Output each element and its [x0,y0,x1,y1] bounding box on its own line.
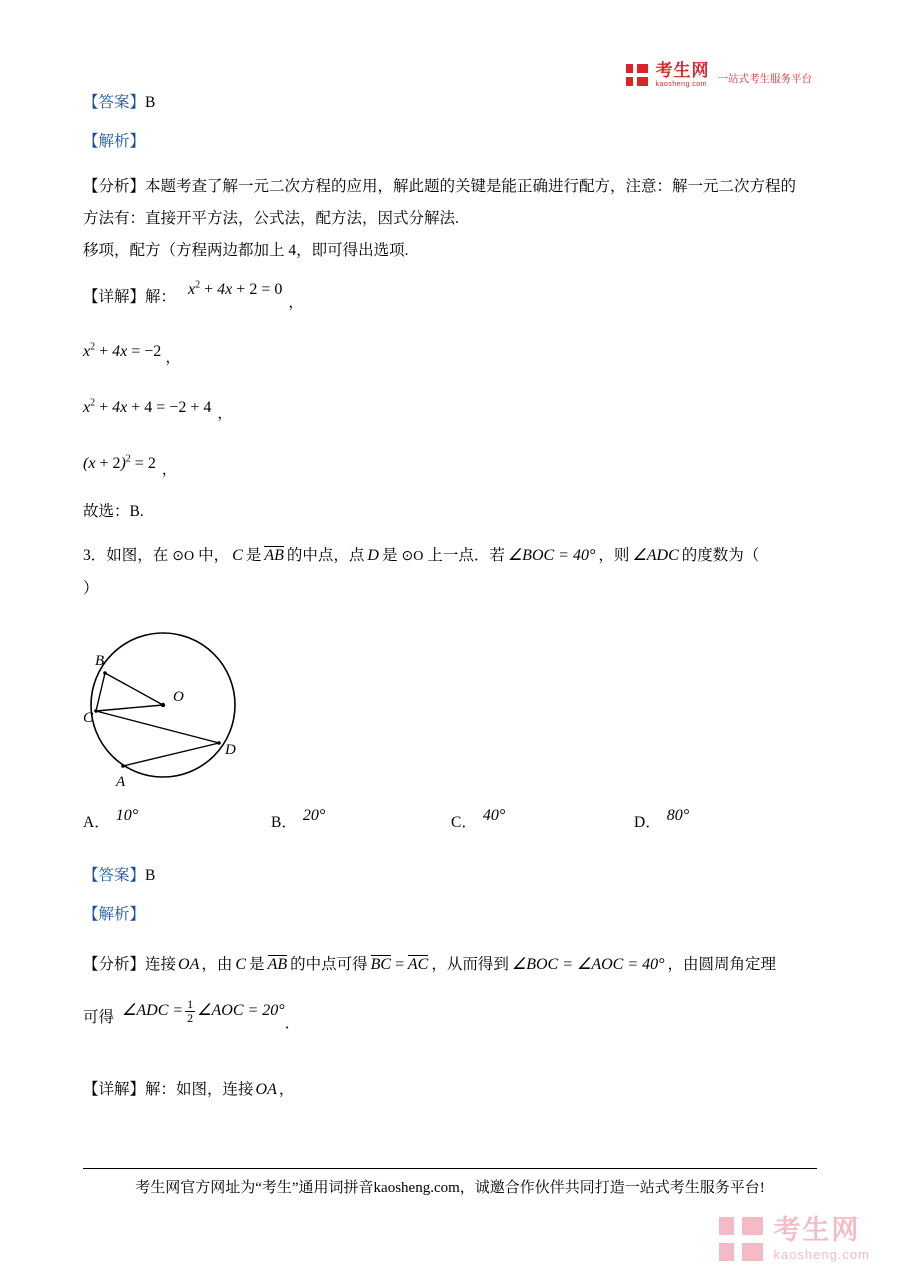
watermark-text [773,1217,870,1261]
document-content [83,95,823,605]
option-b-label: B． [271,814,297,831]
q2-answer-line [83,95,823,111]
q3-stem-7: ，则 [598,547,630,565]
q2-equation-2-line [83,321,823,377]
q3-explain-tag: 【解析】 [83,905,146,923]
q3-stem-3: 是 [245,547,262,565]
q3-detail-oa: OA [255,1081,277,1098]
option-d[interactable] [634,807,690,832]
q2-equation-4: $(x + 2)^2 = 2$ [83,453,156,473]
q3-point-d: D [367,547,379,565]
footer-watermark [719,1217,870,1261]
q3-detail-text: 解：如图，连接 [145,1081,254,1098]
site-logo [626,62,813,88]
watermark-mark-icon [719,1217,763,1261]
q2-detail-line [83,273,823,317]
q2-detail-tag: 【详解】 [83,288,146,306]
footer-note: 考生网官方网址为“考生”通用词拼音kaosheng.com，诚邀合作伙伴共同打造一站式考生服务平台! [135,1180,765,1196]
watermark-domain: kaosheng.com [773,1247,870,1262]
q3-analysis-c: C [235,956,247,973]
q3-arc-ab: AB [264,547,284,565]
q2-equation-2: $x^2 + 4x = -2$ [83,341,162,360]
q2-eq1-comma: ， [288,295,304,312]
q3-detail-line [83,1074,823,1106]
circle-geometry-diagram [83,623,263,788]
q2-eq2-comma: ， [165,349,181,366]
fraction-denominator: 2 [187,1010,194,1025]
q2-analysis-text-3: 移项，配方（方程两边都加上 4，即可得出选项. [83,242,409,259]
q2-detail-lead: 解： [145,288,177,306]
logo-mark-icon [626,64,648,86]
q3-number: 3． [83,547,107,565]
option-c-value: 40° [482,807,506,824]
option-d-label: D． [634,814,661,831]
logo-domain: kaosheng.com [655,81,708,88]
q3-stem-8: 的度数为（ [681,547,760,565]
q3-angle-adc: ∠ADC [632,547,679,565]
q2-equation-4-line [83,434,823,490]
q3-analysis-eq: = [394,956,405,973]
q3-point-c: C [232,547,243,565]
option-a-value: 10° [115,807,139,824]
q3-analysis-arc-ac: AC [407,956,429,973]
q3-explain-line [83,907,823,923]
svg-text:A: A [116,774,126,788]
q3-analysis-period: ． [284,1015,301,1032]
q2-answer-tag: 【答案】 [83,94,146,111]
q3-stem-close: ） [83,580,99,598]
q3-analysis-tag: 【分析】 [83,956,146,973]
q3-segment-oa: OA [178,956,200,973]
q3-stem-2: 中， [198,547,230,565]
q3-analysis-result [83,996,823,1040]
q3-analysis-f: ，从而得到 [431,956,509,973]
q3-stem [83,540,823,573]
q3-analysis-arc-ab: AB [267,956,288,973]
svg-text:B: B [95,653,105,669]
option-b-value: 20° [302,807,326,824]
option-c-label: C． [451,814,477,831]
q2-conclusion: 故选：B. [83,503,144,521]
option-c[interactable] [451,807,506,832]
q2-equation-3: $x^2 + 4x + 4 = -2 + 4$ [83,397,212,416]
option-b[interactable] [271,807,326,832]
q2-analysis-paragraph-2 [83,203,823,235]
logo-title: 考生网 [655,61,710,80]
q3-circle-o-2: ⊙O [401,549,424,565]
logo-text [656,62,710,88]
watermark-title: 考生网 [773,1215,861,1245]
q3-analysis-a: 连接 [145,956,177,973]
option-d-value: 80° [666,807,690,824]
q3-angle-boc: ∠BOC = 40° [507,547,596,565]
q2-equation-3-line [83,378,823,434]
svg-text:C: C [83,710,94,726]
q2-answer-value: B [145,94,156,111]
q2-analysis-paragraph-3 [83,235,823,267]
q3-answer-line [83,868,823,884]
option-a[interactable] [83,807,139,832]
q2-analysis-tag: 【分析】 [83,178,146,195]
q2-eq4-comma: ， [161,462,177,479]
fraction-numerator: 1 [187,996,194,1011]
q3-analysis-h: ，由圆周角定理 [667,956,777,973]
svg-text:D: D [225,742,236,758]
q3-stem-1: 如图，在 [106,547,169,565]
q3-answer-value: B [145,867,156,884]
footer-divider [83,1168,817,1169]
q3-analysis-arc-bc: BC [370,956,392,973]
q3-stem-4: 的中点，点 [286,547,365,565]
q3-detail-tag: 【详解】 [83,1081,146,1098]
q3-detail-comma: ， [278,1081,295,1098]
q2-analysis-text: 本题考查了解一元二次方程的应用，解此题的关键是能正确进行配方，注意：解一元二次方程的 [145,178,797,195]
q3-options [83,807,823,840]
option-a-label: A． [83,814,110,831]
q3-figure [83,623,263,788]
logo-slogan: 一站式考生服务平台 [717,73,812,85]
svg-text:O: O [173,689,184,705]
q3-analysis-i: 可得 [83,1009,115,1026]
q2-explain-line [83,134,823,150]
q3-stem-5: 是 [381,547,398,565]
q3-answer-tag: 【答案】 [83,867,146,884]
q2-eq3-comma: ， [217,405,233,422]
q2-analysis-paragraph [83,171,823,203]
q3-analysis-formula: ∠ADC = $\frac{1}{2}$ ∠AOC = 20° [122,996,285,1025]
q3-analysis-e: 的中点可得 [290,956,368,973]
q2-equation-1: $x^2 + 4x + 2 = 0$ [188,280,283,299]
q3-answer-block [83,868,823,1106]
q2-explain-tag: 【解析】 [83,132,146,150]
q3-analysis-d: 是 [249,956,265,973]
q3-analysis-b: ，由 [201,956,233,973]
q3-analysis-paragraph [83,948,823,982]
fraction-one-half [185,998,195,1025]
q2-analysis-text-2: 方法有：直接开平方法，公式法，配方法，因式分解法. [83,210,459,227]
q3-stem-6: 上一点．若 [427,547,505,565]
q3-analysis-g: ∠BOC = ∠AOC = 40° [511,956,665,973]
q3-circle-o-1: ⊙O [172,549,195,565]
